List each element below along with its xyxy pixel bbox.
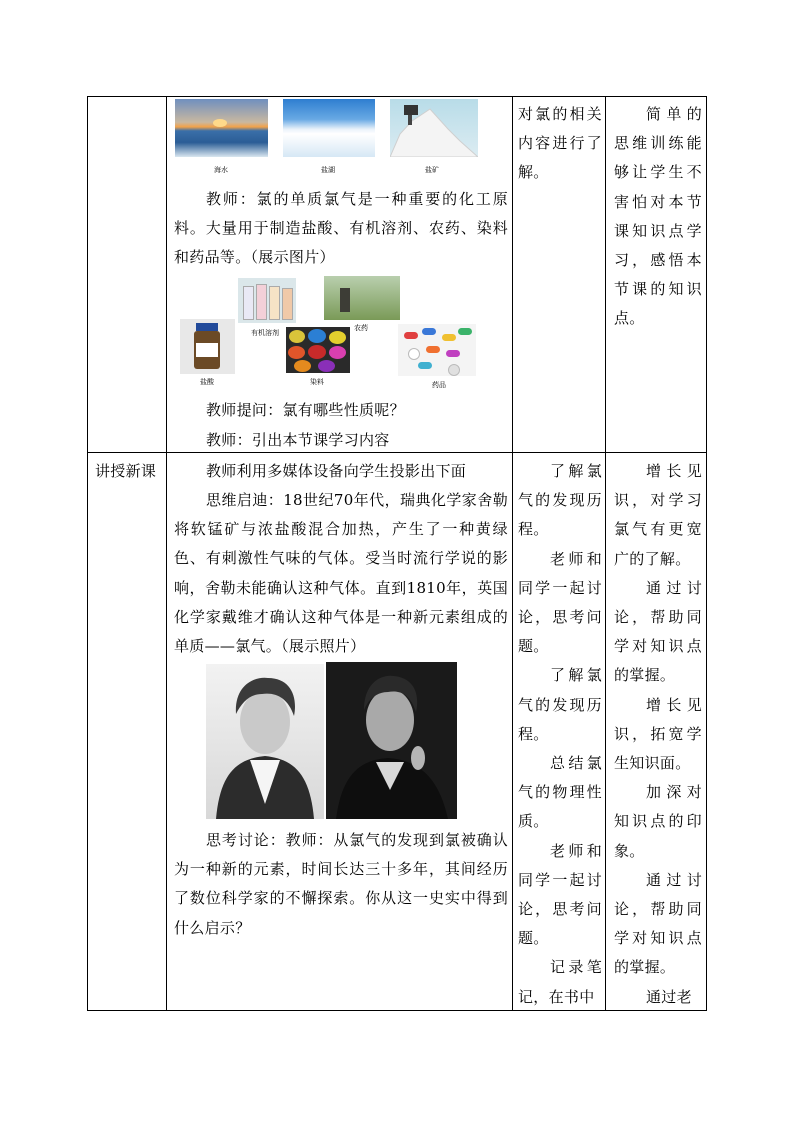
row2-student-2: 老师和同学一起讨论，思考问题。 (518, 549, 602, 656)
caption-hydrochloric-acid: 盐酸 (200, 378, 214, 386)
row2-student-6: 记录笔记，在书中 (518, 958, 602, 1006)
row1-design-intent: 简单的思维训练能够让学生不害怕对本节课知识点学习，感悟本节课的知识点。 (614, 105, 702, 328)
row2-content-p1: 教师利用多媒体设备向学生投影出下面 (206, 462, 467, 480)
organic-solvent-photo (238, 278, 296, 323)
caption-salt-lake: 盐湖 (321, 166, 335, 174)
row1-content-p2: 教师提问：氯有哪些性质呢？ (206, 401, 405, 419)
caption-dye: 染料 (310, 378, 324, 386)
row2-student-5: 老师和同学一起讨论，思考问题。 (518, 841, 602, 948)
row1-content-p3: 教师：引出本节课学习内容 (206, 431, 390, 449)
row2-intent-3: 增长见识，拓宽学生知识面。 (614, 695, 702, 773)
row2-intent-4: 加深对知识点的印象。 (614, 783, 702, 860)
row2-intent-5: 通过讨论，帮助同学对知识点的掌握。 (614, 870, 702, 977)
scientist-portrait-davy (326, 662, 457, 819)
row2-student-3: 了解氯气的发现历程。 (518, 666, 602, 743)
caption-organic-solvent: 有机溶剂 (251, 329, 279, 337)
row2-intent-1: 增长见识，对学习氯气有更宽广的了解。 (614, 462, 702, 568)
medicine-photo (398, 324, 476, 376)
row2-intent-6: 通过老 (646, 987, 692, 1006)
row2-design-intent (614, 457, 702, 1012)
pesticide-photo (324, 276, 400, 320)
salt-mine-photo (390, 99, 478, 157)
caption-medicine: 药品 (432, 381, 446, 389)
seawater-photo (175, 99, 268, 157)
hydrochloric-acid-photo (180, 319, 235, 374)
dye-photo (286, 327, 350, 373)
row2-stage-label: 讲授新课 (95, 462, 157, 480)
caption-pesticide: 农药 (354, 324, 368, 332)
row2-student-activity (518, 457, 602, 1012)
salt-lake-photo (283, 99, 375, 157)
row1-student-activity: 对氯的相关内容进行了解。 (518, 105, 602, 182)
row2-content-p2: 思维启迪：18世纪70年代，瑞典化学家舍勒将软锰矿与浓盐酸混合加热，产生了一种黄绿色、有刺激性气味的气体。受当时流行学说的影响，舍勒未能确认这种气体。直到1810年，英国化学家戴维才确认这种气体是一种新元素组成的单质——氯气。（展示照片） (174, 491, 508, 656)
row2-intent-2: 通过讨论，帮助同学对知识点的掌握。 (614, 578, 702, 685)
caption-salt-mine: 盐矿 (425, 166, 439, 174)
row1-content-p1: 教师：氯的单质氯气是一种重要的化工原料。大量用于制造盐酸、有机溶剂、农药、染料和药品等。（展示图片） (174, 190, 508, 267)
scientist-portrait-scheele (206, 664, 324, 819)
row2-student-1: 了解氯气的发现历程。 (518, 462, 602, 539)
row2-content-p3: 思考讨论：教师：从氯气的发现到氯被确认为一种新的元素，时间长达三十多年，其间经历了数位科学家的不懈探索。你从这一史实中得到什么启示？ (174, 831, 508, 937)
row2-student-4: 总结氯气的物理性质。 (518, 754, 602, 831)
caption-seawater: 海水 (214, 166, 228, 174)
